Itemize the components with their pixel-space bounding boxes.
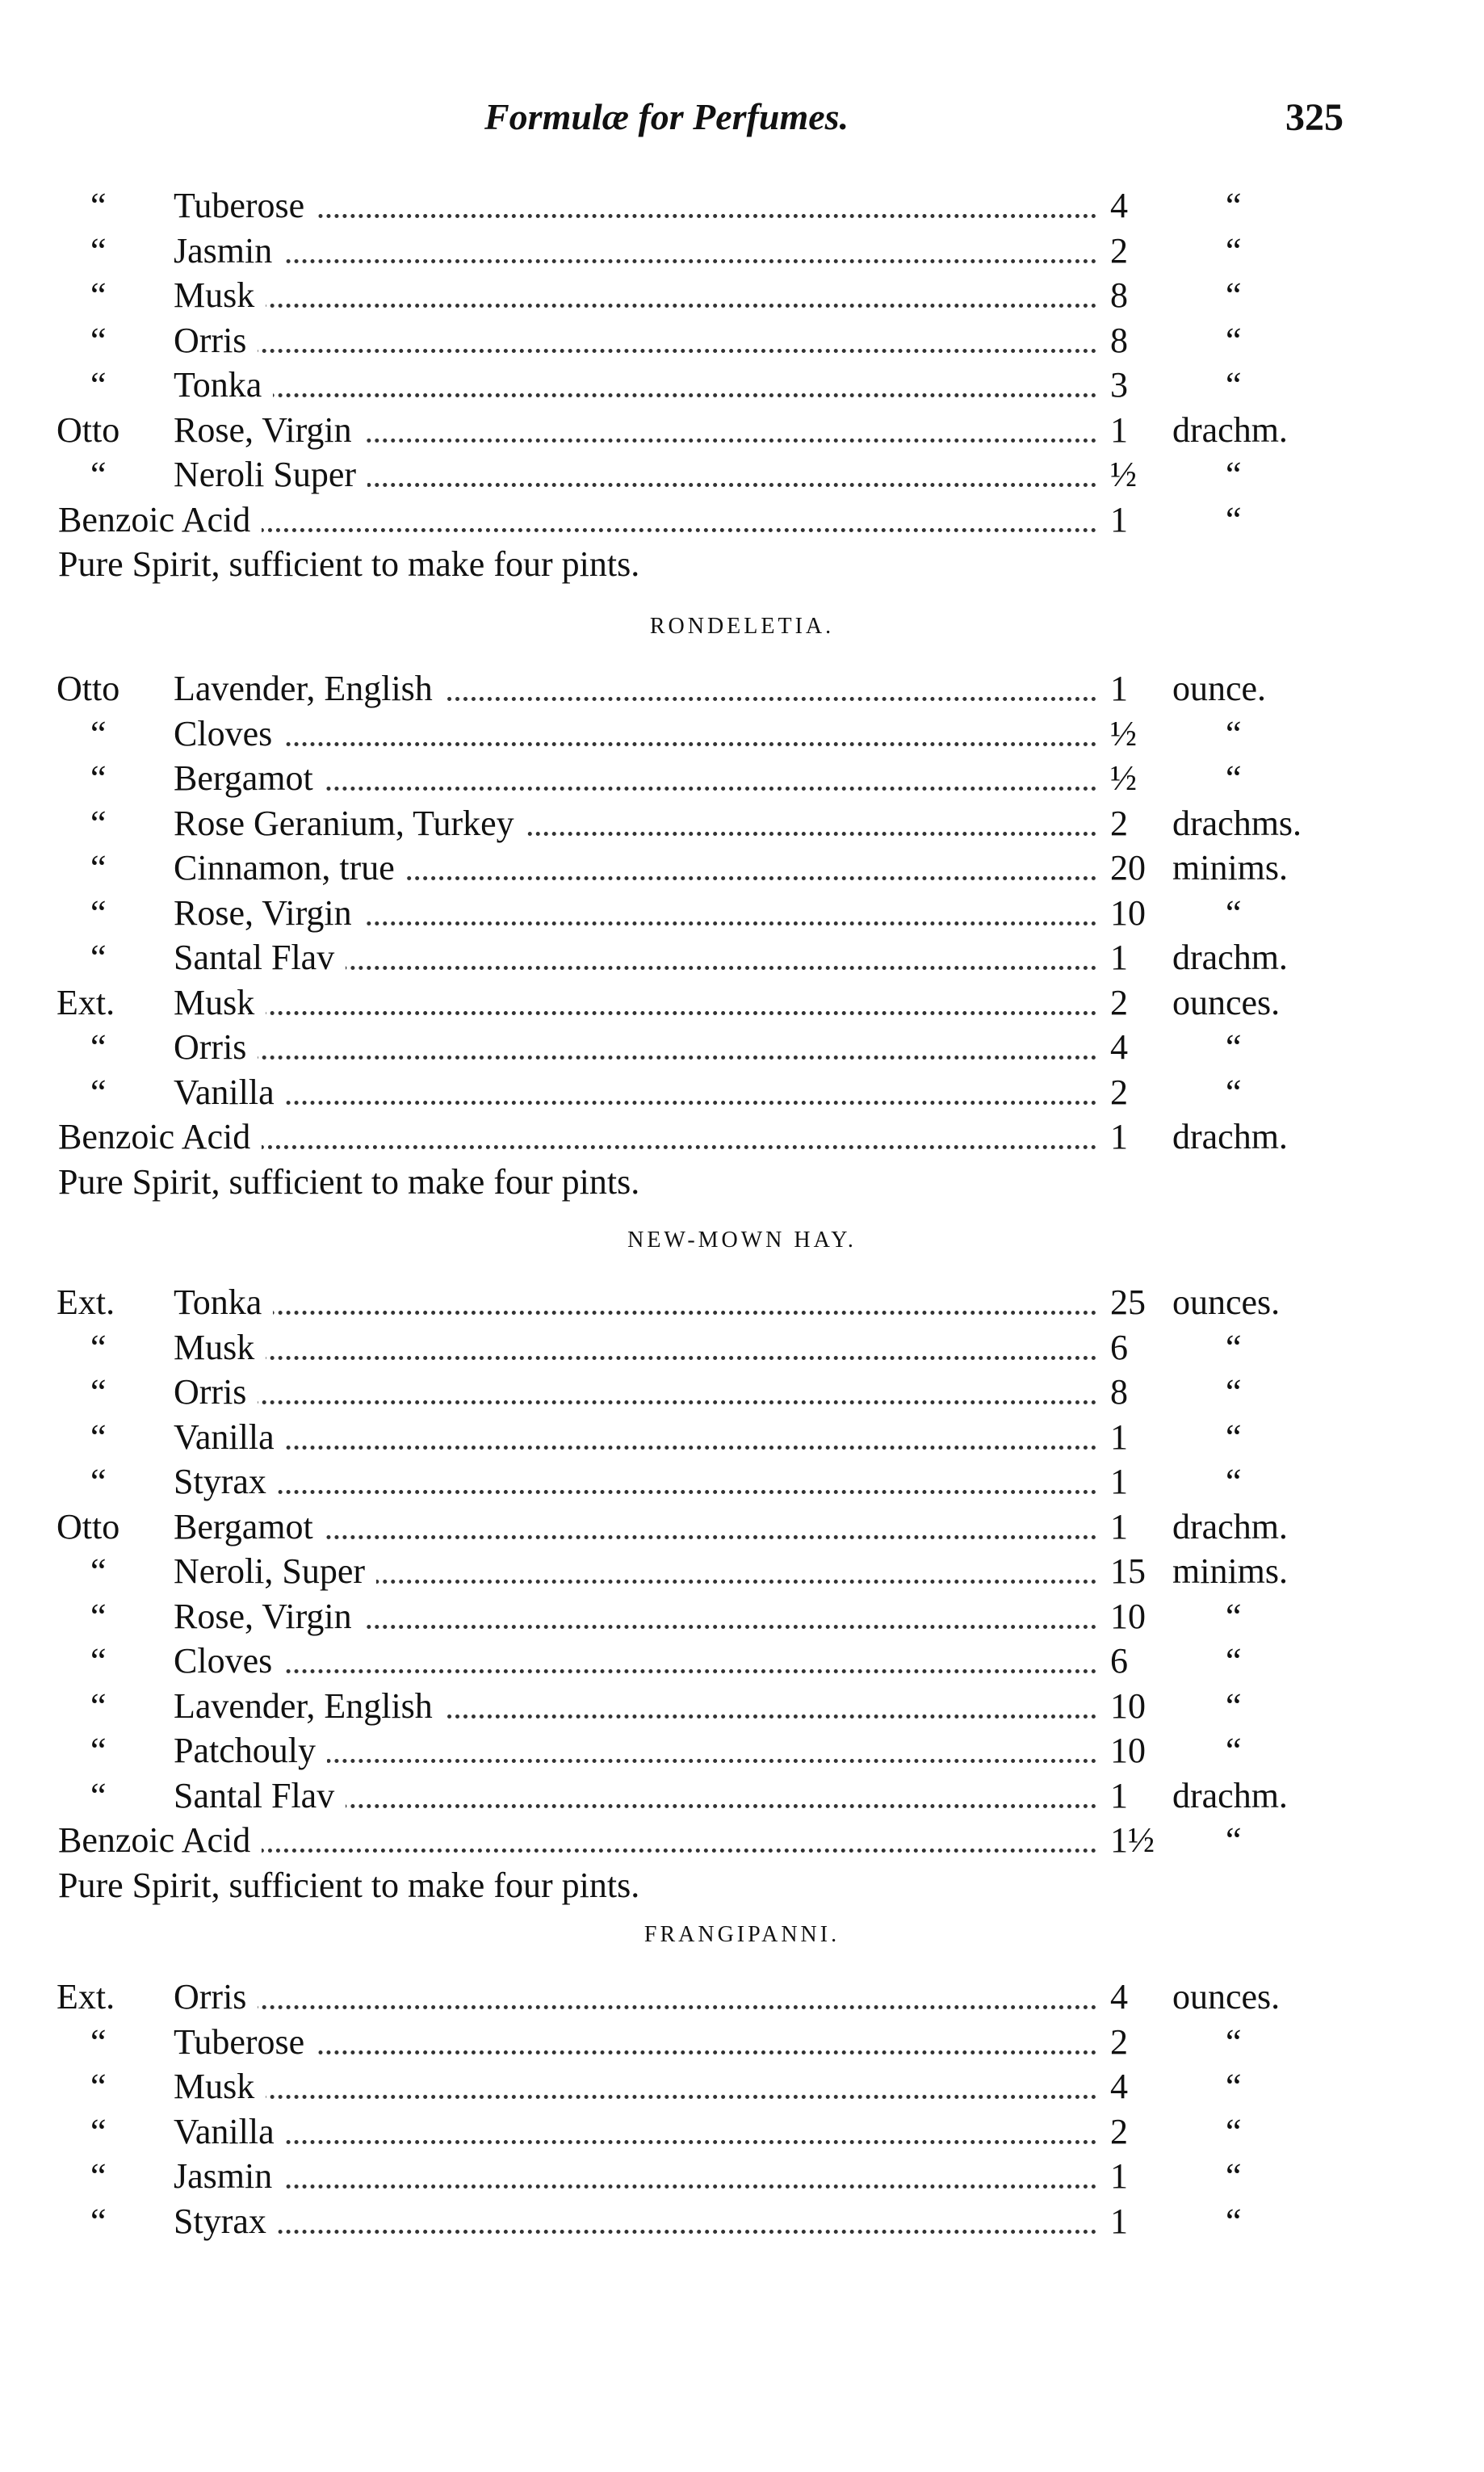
ingredient-quantity: 1	[1110, 669, 1128, 708]
ingredient-unit: “	[1226, 1027, 1242, 1067]
ingredient-row	[0, 1281, 1484, 1324]
ingredient-prefix: “	[90, 1327, 107, 1367]
ingredient-prefix: “	[90, 1416, 107, 1457]
ingredient-prefix: “	[90, 2111, 107, 2151]
ingredient-name	[174, 1505, 1096, 1549]
dot-leader	[174, 1356, 1096, 1360]
ingredient-name	[174, 802, 1096, 846]
ingredient-row	[0, 453, 1484, 497]
ingredient-name-text: Musk	[174, 275, 266, 315]
ingredient-unit: “	[1226, 1327, 1242, 1367]
ingredient-row	[0, 757, 1484, 800]
ingredient-name	[174, 274, 1096, 317]
ingredient-row	[0, 1460, 1484, 1504]
ingredient-quantity: 1	[1110, 1416, 1128, 1457]
ingredient-name	[174, 1595, 1096, 1639]
dot-leader	[174, 1669, 1096, 1673]
ingredient-name	[174, 936, 1096, 980]
ingredient-name	[174, 1550, 1096, 1593]
ingredient-name	[174, 2065, 1096, 2109]
ingredient-quantity: 2	[1110, 982, 1128, 1022]
ingredient-unit: “	[1226, 1596, 1242, 1636]
ingredient-unit: “	[1226, 2156, 1242, 2196]
ingredient-name	[174, 453, 1096, 497]
ingredient-unit: drachm.	[1172, 1506, 1288, 1547]
ingredient-name	[174, 363, 1096, 407]
dot-leader	[174, 2140, 1096, 2144]
ingredient-row	[0, 846, 1484, 890]
ingredient-name	[174, 229, 1096, 273]
ingredient-name-text: Musk	[174, 983, 266, 1022]
ingredient-row	[0, 2200, 1484, 2243]
dot-leader	[174, 1400, 1096, 1404]
ingredient-row	[0, 1639, 1484, 1683]
ingredient-unit: “	[1226, 275, 1242, 315]
ingredient-name	[174, 1026, 1096, 1069]
spirit-instruction: Pure Spirit, sufficient to make four pints.	[58, 544, 640, 584]
dot-leader	[174, 304, 1096, 308]
ingredient-name-text: Vanilla	[174, 2112, 286, 2151]
ingredient-prefix: “	[90, 758, 107, 798]
ingredient-quantity: 20	[1110, 848, 1146, 888]
ingredient-row	[0, 363, 1484, 407]
section-heading: RONDELETIA.	[649, 614, 835, 639]
ingredient-name-text: Tonka	[174, 365, 273, 405]
ingredient-name	[174, 2200, 1096, 2243]
ingredient-unit: drachm.	[1172, 1117, 1288, 1156]
ingredient-name-text: Rose, Virgin	[174, 410, 363, 450]
ingredient-row	[0, 2021, 1484, 2064]
ingredient-unit: “	[1226, 758, 1242, 798]
ingredient-name-text: Lavender, English	[174, 1686, 444, 1726]
ingredient-name-text: Santal Flav	[174, 1776, 346, 1815]
dot-leader	[174, 2005, 1096, 2009]
dot-leader	[174, 259, 1096, 263]
ingredient-quantity: 1	[1110, 1117, 1128, 1156]
ingredient-quantity: 4	[1110, 1977, 1128, 2017]
ingredient-quantity: 8	[1110, 275, 1128, 315]
ingredient-name-text: Rose Geranium, Turkey	[174, 804, 526, 843]
ingredient-quantity: 2	[1110, 1072, 1128, 1112]
spirit-instruction: Pure Spirit, sufficient to make four pints.	[58, 1161, 640, 1202]
ingredient-quantity: 10	[1110, 1685, 1146, 1726]
ingredient-prefix: “	[90, 1596, 107, 1636]
ingredient-row	[0, 184, 1484, 228]
ingredient-row	[0, 1505, 1484, 1549]
ingredient-row	[0, 2155, 1484, 2198]
ingredient-unit: “	[1226, 1685, 1242, 1726]
ingredient-name	[174, 1416, 1096, 1459]
ingredient-unit: minims.	[1172, 848, 1289, 888]
page-number: 325	[1285, 96, 1344, 139]
ingredient-name	[174, 1685, 1096, 1728]
ingredient-unit: drachm.	[1172, 409, 1288, 450]
ingredient-quantity: 4	[1110, 186, 1128, 225]
ingredient-quantity: ½	[1110, 713, 1137, 753]
ingredient-prefix: “	[90, 848, 107, 888]
ingredient-name-text: Jasmin	[174, 231, 283, 271]
ingredient-unit: ounces.	[1172, 1977, 1281, 2017]
ingredient-name	[174, 2155, 1096, 2198]
ingredient-name	[174, 1639, 1096, 1683]
ingredient-row	[0, 981, 1484, 1025]
dot-leader	[174, 349, 1096, 353]
ingredient-unit: “	[1226, 1820, 1242, 1860]
ingredient-quantity: 2	[1110, 803, 1128, 843]
ingredient-quantity: 1	[1110, 1775, 1128, 1815]
ingredient-name-text: Tuberose	[174, 2022, 316, 2062]
ingredient-name	[174, 184, 1096, 228]
ingredient-unit: “	[1226, 1372, 1242, 1412]
ingredient-quantity: 1	[1110, 499, 1128, 539]
ingredient-quantity: 8	[1110, 1372, 1128, 1412]
ingredient-name	[58, 498, 1096, 542]
ingredient-name-text: Bergamot	[174, 758, 325, 798]
dot-leader	[174, 742, 1096, 746]
ingredient-quantity: 3	[1110, 365, 1128, 405]
running-head	[0, 95, 1484, 152]
ingredient-name-text: Cloves	[174, 1641, 283, 1681]
ingredient-name-text: Cloves	[174, 714, 283, 753]
ingredient-name-text: Bergamot	[174, 1507, 325, 1547]
ingredient-name	[174, 1281, 1096, 1324]
ingredient-prefix: “	[90, 713, 107, 753]
section-heading: FRANGIPANNI.	[643, 1922, 841, 1947]
ingredient-name-text: Vanilla	[174, 1072, 286, 1112]
ingredient-name	[174, 981, 1096, 1025]
ingredient-quantity: 15	[1110, 1551, 1146, 1591]
ingredient-prefix: “	[90, 365, 107, 405]
ingredient-quantity: 2	[1110, 2111, 1128, 2151]
ingredient-row	[0, 936, 1484, 980]
ingredient-unit: ounces.	[1172, 1282, 1281, 1322]
ingredient-prefix: “	[90, 2067, 107, 2106]
ingredient-unit: “	[1226, 186, 1242, 225]
ingredient-quantity: ½	[1110, 455, 1137, 494]
ingredient-prefix: Ext.	[57, 1977, 115, 2017]
ingredient-name-text: Styrax	[174, 2201, 278, 2241]
ingredient-prefix: Ext.	[57, 1282, 115, 1322]
ingredient-row	[0, 2110, 1484, 2154]
ingredient-name-text: Rose, Virgin	[174, 1597, 363, 1636]
ingredient-quantity: 1	[1110, 2156, 1128, 2196]
ingredient-row	[0, 1685, 1484, 1728]
ingredient-quantity: 4	[1110, 1027, 1128, 1067]
ingredient-row	[0, 1115, 1484, 1159]
ingredient-unit: drachm.	[1172, 938, 1288, 977]
ingredient-row	[0, 1370, 1484, 1414]
ingredient-name	[58, 1115, 1096, 1159]
ingredient-prefix: “	[90, 803, 107, 843]
ingredient-quantity: 1	[1110, 409, 1128, 450]
ingredient-name	[174, 712, 1096, 756]
ingredient-prefix: Ext.	[57, 982, 115, 1022]
ingredient-name-text: Musk	[174, 1328, 266, 1367]
ingredient-prefix: “	[90, 1551, 107, 1591]
ingredient-row	[0, 667, 1484, 711]
dot-leader	[174, 2095, 1096, 2099]
ingredient-prefix: “	[90, 186, 107, 225]
ingredient-row	[0, 892, 1484, 935]
ingredient-row	[0, 1819, 1484, 1862]
ingredient-prefix: “	[90, 275, 107, 315]
ingredient-quantity: 1	[1110, 1462, 1128, 1501]
ingredient-row	[0, 1026, 1484, 1069]
ingredient-unit: “	[1226, 2111, 1242, 2151]
dot-leader	[174, 1011, 1096, 1015]
ingredient-prefix: “	[90, 2021, 107, 2062]
ingredient-name	[174, 846, 1096, 890]
running-title: Formulæ for Perfumes.	[484, 96, 849, 137]
ingredient-quantity: 10	[1110, 1731, 1146, 1770]
ingredient-name	[174, 2110, 1096, 2154]
ingredient-name-text: Patchouly	[174, 1731, 327, 1770]
ingredient-unit: “	[1226, 455, 1242, 494]
dot-leader	[174, 1311, 1096, 1315]
dot-leader	[174, 1056, 1096, 1060]
ingredient-unit: ounces.	[1172, 982, 1281, 1022]
dot-leader	[174, 2230, 1096, 2234]
ingredient-name-text: Benzoic Acid	[58, 1820, 262, 1860]
ingredient-unit: “	[1226, 713, 1242, 753]
ingredient-name-text: Lavender, English	[174, 669, 444, 708]
ingredient-name	[174, 1071, 1096, 1114]
ingredient-name-text: Neroli Super	[174, 455, 367, 494]
ingredient-name	[174, 1370, 1096, 1414]
ingredient-name-text: Orris	[174, 1372, 258, 1412]
ingredient-unit: “	[1226, 892, 1242, 933]
ingredient-row	[0, 1774, 1484, 1818]
ingredient-unit: “	[1226, 499, 1242, 539]
ingredient-row	[0, 498, 1484, 542]
ingredient-unit: “	[1226, 320, 1242, 360]
spirit-instruction: Pure Spirit, sufficient to make four pints.	[58, 1865, 640, 1905]
ingredient-quantity: 6	[1110, 1327, 1128, 1367]
ingredient-prefix: “	[90, 2201, 107, 2241]
ingredient-prefix: “	[90, 455, 107, 494]
ingredient-prefix: “	[90, 230, 107, 271]
ingredient-name-text: Cinnamon, true	[174, 848, 406, 888]
ingredient-prefix: Otto	[57, 1506, 120, 1547]
ingredient-row	[0, 1416, 1484, 1459]
ingredient-name-text: Styrax	[174, 1462, 278, 1501]
ingredient-unit: “	[1226, 1462, 1242, 1501]
ingredient-name-text: Rose, Virgin	[174, 893, 363, 933]
ingredient-quantity: 2	[1110, 2021, 1128, 2062]
ingredient-name-text: Neroli, Super	[174, 1551, 376, 1591]
ingredient-unit: minims.	[1172, 1551, 1289, 1591]
ingredient-unit: “	[1226, 1731, 1242, 1770]
ingredient-quantity: 1	[1110, 2201, 1128, 2241]
ingredient-name	[174, 1774, 1096, 1818]
ingredient-name	[174, 2021, 1096, 2064]
ingredient-prefix: “	[90, 1775, 107, 1815]
ingredient-name-text: Jasmin	[174, 2156, 283, 2196]
ingredient-row	[0, 1975, 1484, 2019]
ingredient-quantity: 1½	[1110, 1820, 1155, 1860]
dot-leader	[174, 1490, 1096, 1494]
ingredient-unit: “	[1226, 230, 1242, 271]
ingredient-name-text: Orris	[174, 1027, 258, 1067]
ingredient-row	[0, 319, 1484, 363]
ingredient-name-text: Orris	[174, 321, 258, 360]
ingredient-name	[174, 319, 1096, 363]
ingredient-name-text: Musk	[174, 2067, 266, 2106]
ingredient-prefix: “	[90, 1641, 107, 1681]
ingredient-prefix: “	[90, 1685, 107, 1726]
ingredient-name-text: Benzoic Acid	[58, 1117, 262, 1156]
ingredient-quantity: 6	[1110, 1641, 1128, 1681]
dot-leader	[174, 1101, 1096, 1105]
section-heading: NEW-MOWN HAY.	[627, 1228, 857, 1253]
ingredient-name-text: Benzoic Acid	[58, 500, 262, 539]
ingredient-quantity: 10	[1110, 892, 1146, 933]
ingredient-prefix: “	[90, 1462, 107, 1501]
ingredient-prefix: “	[90, 1372, 107, 1412]
ingredient-quantity: 25	[1110, 1282, 1146, 1322]
ingredient-unit: “	[1226, 1072, 1242, 1112]
ingredient-row	[0, 409, 1484, 452]
ingredient-unit: drachm.	[1172, 1775, 1288, 1815]
ingredient-prefix: “	[90, 892, 107, 933]
ingredient-unit: “	[1226, 2201, 1242, 2241]
ingredient-name	[174, 1975, 1096, 2019]
ingredient-name	[174, 1326, 1096, 1370]
ingredient-name	[174, 667, 1096, 711]
ingredient-unit: “	[1226, 2021, 1242, 2062]
ingredient-prefix: “	[90, 2156, 107, 2196]
ingredient-row	[0, 1326, 1484, 1370]
ingredient-row	[0, 2065, 1484, 2109]
ingredient-row	[0, 1550, 1484, 1593]
ingredient-quantity: ½	[1110, 758, 1137, 798]
ingredient-name-text: Tuberose	[174, 186, 316, 225]
ingredient-prefix: “	[90, 1027, 107, 1067]
ingredient-name	[174, 1729, 1096, 1773]
ingredient-prefix: Otto	[57, 669, 120, 708]
ingredient-unit: “	[1226, 2067, 1242, 2106]
ingredient-unit: ounce.	[1172, 669, 1267, 708]
ingredient-unit: “	[1226, 365, 1242, 405]
ingredient-name	[174, 1460, 1096, 1504]
ingredient-prefix: “	[90, 1731, 107, 1770]
ingredient-row	[0, 802, 1484, 846]
ingredient-name	[174, 409, 1096, 452]
ingredient-prefix: “	[90, 320, 107, 360]
ingredient-name	[174, 757, 1096, 800]
ingredient-prefix: Otto	[57, 409, 120, 450]
ingredient-name	[58, 1819, 1096, 1862]
ingredient-prefix: “	[90, 938, 107, 977]
ingredient-unit: drachms.	[1172, 803, 1302, 843]
ingredient-row	[0, 1071, 1484, 1114]
dot-leader	[174, 2185, 1096, 2189]
ingredient-name	[174, 892, 1096, 935]
ingredient-row	[0, 1729, 1484, 1773]
ingredient-quantity: 1	[1110, 1506, 1128, 1547]
ingredient-name-text: Vanilla	[174, 1417, 286, 1457]
ingredient-name-text: Orris	[174, 1977, 258, 2017]
ingredient-quantity: 1	[1110, 938, 1128, 977]
ingredient-row	[0, 1595, 1484, 1639]
dot-leader	[174, 1446, 1096, 1450]
ingredient-name-text: Tonka	[174, 1282, 273, 1322]
ingredient-prefix: “	[90, 1072, 107, 1112]
ingredient-name-text: Santal Flav	[174, 938, 346, 977]
ingredient-quantity: 2	[1110, 230, 1128, 271]
dot-leader	[174, 393, 1096, 397]
ingredient-quantity: 4	[1110, 2067, 1128, 2106]
ingredient-row	[0, 229, 1484, 273]
ingredient-row	[0, 712, 1484, 756]
ingredient-unit: “	[1226, 1416, 1242, 1457]
ingredient-row	[0, 274, 1484, 317]
ingredient-quantity: 8	[1110, 320, 1128, 360]
ingredient-quantity: 10	[1110, 1596, 1146, 1636]
ingredient-unit: “	[1226, 1641, 1242, 1681]
